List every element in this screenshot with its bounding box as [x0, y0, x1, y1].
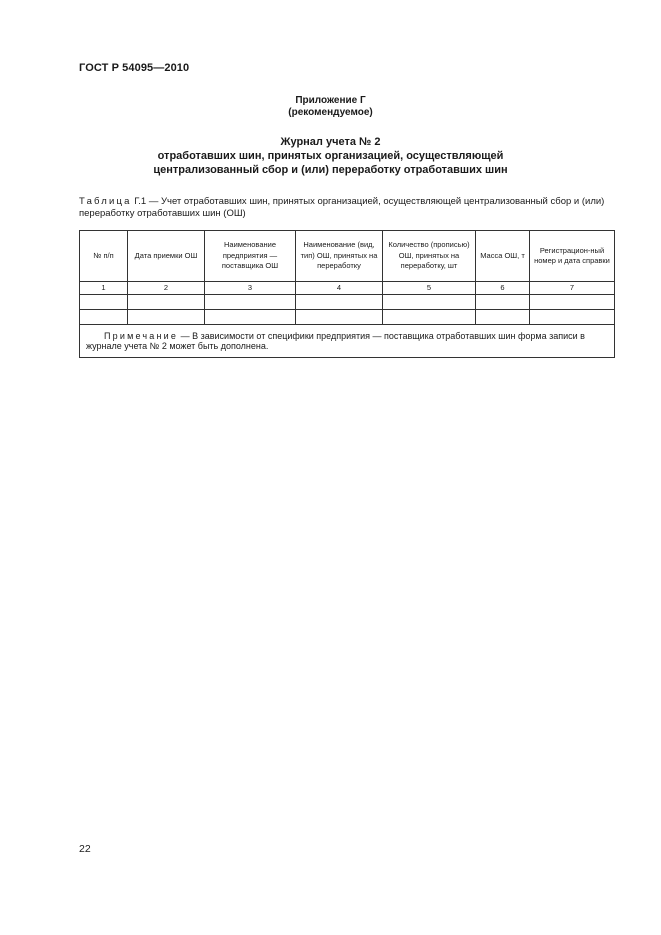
- header-cell: Количество (прописью) ОШ, принятых на переработку, шт: [383, 231, 476, 282]
- empty-cell: [80, 310, 128, 325]
- empty-cell: [205, 310, 296, 325]
- journal-table: [79, 230, 615, 358]
- header-cell: № п/п: [80, 231, 128, 282]
- empty-cell: [383, 310, 476, 325]
- table-header-row: [80, 231, 615, 282]
- table-caption-text: Г.1 — Учет отработавших шин, принятых организацией, осуществляющей централизованный сбор и (или) переработку отработавших шин (ОШ): [79, 196, 605, 219]
- column-number-row: [80, 282, 615, 295]
- empty-cell: [530, 295, 615, 310]
- empty-cell: [80, 295, 128, 310]
- journal-title-line-2: отработавших шин, принятых организацией, осуществляющей: [157, 150, 504, 162]
- header-cell: Наименование (вид, тип) ОШ, принятых на переработку: [296, 231, 383, 282]
- table-note-row: [80, 325, 615, 358]
- journal-title-line-3: централизованный сбор и (или) переработку отработавших шин: [153, 164, 508, 176]
- column-number: 5: [383, 282, 476, 295]
- empty-cell: [128, 295, 205, 310]
- column-number: 7: [530, 282, 615, 295]
- column-number: 6: [476, 282, 530, 295]
- column-number: 2: [128, 282, 205, 295]
- empty-cell: [205, 295, 296, 310]
- column-number: 4: [296, 282, 383, 295]
- header-cell: Наименование предприятия — поставщика ОШ: [205, 231, 296, 282]
- empty-cell: [383, 295, 476, 310]
- journal-title-line-1: Журнал учета № 2: [280, 136, 381, 148]
- empty-cell: [476, 310, 530, 325]
- table-caption-label: Таблица: [79, 196, 132, 207]
- header-cell: Масса ОШ, т: [476, 231, 530, 282]
- table-note-label: Примечание: [104, 330, 179, 341]
- appendix-subtitle: (рекомендуемое): [288, 107, 373, 118]
- table-note-text: — В зависимости от специфики предприятия — поставщика отработавших шин форма записи в журнале учета № 2 может быть дополнена.: [86, 330, 585, 351]
- empty-cell: [128, 310, 205, 325]
- table-row: [80, 295, 615, 310]
- journal-title: [0, 135, 661, 177]
- appendix-heading: [0, 95, 661, 119]
- appendix-title: Приложение Г: [295, 95, 366, 106]
- empty-cell: [296, 295, 383, 310]
- header-cell: Дата приемки ОШ: [128, 231, 205, 282]
- table-row: [80, 310, 615, 325]
- empty-cell: [296, 310, 383, 325]
- header-cell: Регистрацион-ный номер и дата справки: [530, 231, 615, 282]
- empty-cell: [476, 295, 530, 310]
- column-number: 1: [80, 282, 128, 295]
- column-number: 3: [205, 282, 296, 295]
- table-note: [80, 325, 615, 358]
- empty-cell: [530, 310, 615, 325]
- page-number: 22: [79, 843, 91, 855]
- document-code: ГОСТ Р 54095—2010: [79, 62, 190, 74]
- table-caption: [79, 196, 614, 220]
